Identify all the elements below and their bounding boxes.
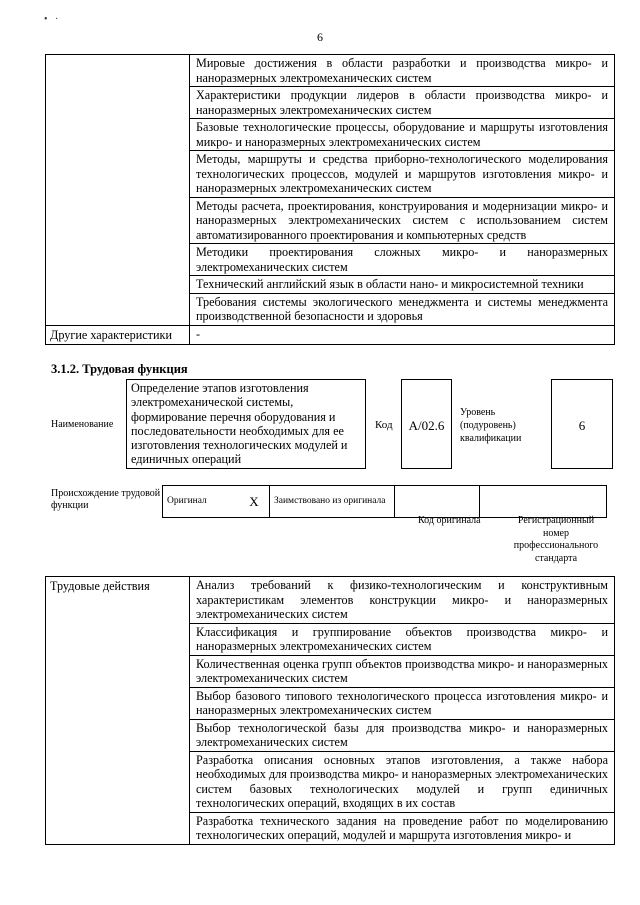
labour-actions-label: Трудовые действия	[46, 577, 190, 845]
code-label: Код	[375, 419, 393, 431]
page-number: 6	[317, 30, 323, 44]
table-row	[46, 577, 615, 624]
table-cell: Методы расчета, проектирования, конструирования и модернизации микро- и наноразмерных электромеханических систем с использованием систем автоматизированного проектирования и компьютерных средств	[190, 197, 615, 244]
reg-number-cell	[480, 486, 607, 518]
table-cell: Выбор базового типового технологического процесса изготовления микро- и наноразмерных электромеханических систем	[190, 687, 615, 719]
other-characteristics-value: -	[190, 325, 615, 345]
table-cell: Классификация и группирование объектов производства микро- и наноразмерных электромеханических систем	[190, 623, 615, 655]
scan-speck: • ·	[44, 14, 59, 25]
section-title: 3.1.2. Трудовая функция	[51, 362, 188, 376]
level-label: Уровень (подуровень) квалификации	[460, 407, 522, 444]
labour-actions-table	[45, 576, 615, 845]
knowledge-table	[45, 54, 615, 345]
reg-number-caption: Регистрационный номер профессионального стандарта	[513, 515, 599, 564]
table-cell: Методы, маршруты и средства приборно-технологического моделирования технологических процессов, модулей и маршрутов изготовления микро- и наноразмерных электромеханических систем	[190, 151, 615, 198]
table-cell: Мировые достижения в области разработки и производства микро- и наноразмерных электромеханических систем	[190, 55, 615, 87]
origin-table	[162, 485, 607, 518]
level-box: 6	[551, 379, 613, 469]
row-label-empty	[46, 55, 190, 326]
other-characteristics-label: Другие характеристики	[46, 325, 190, 345]
table-cell: Анализ требований к физико-технологическим и конструктивным характеристикам элементов конструкции микро- и наноразмерных электромеханических систем	[190, 577, 615, 624]
original-code-caption: Код оригинала	[418, 515, 481, 526]
borrowed-label: Заимствовано из оригинала	[270, 486, 395, 518]
table-cell: Разработка описания основных этапов изготовления, а также набора необходимых для производства микро- и наноразмерных электромеханических систем базовых технологических модулей и групп единичных технологических операций, входящих в их состав	[190, 751, 615, 812]
origin-label: Происхождение трудовой функции	[51, 488, 161, 511]
table-row	[46, 55, 615, 87]
table-cell: Базовые технологические процессы, оборудование и маршруты изготовления микро- и наноразмерных электромеханических систем	[190, 119, 615, 151]
table-row	[163, 486, 607, 518]
table-cell: Методики проектирования сложных микро- и наноразмерных электромеханических систем	[190, 244, 615, 276]
table-cell: Разработка технического задания на проведение работ по моделированию технологических операций, модулей и маршрута изготовления микро- и	[190, 812, 615, 844]
original-mark: X	[239, 486, 270, 518]
table-cell: Выбор технологической базы для производства микро- и наноразмерных электромеханических систем	[190, 719, 615, 751]
table-cell: Характеристики продукции лидеров в области производства микро- и наноразмерных электромеханических систем	[190, 87, 615, 119]
original-label: Оригинал	[163, 486, 240, 518]
table-row	[46, 325, 615, 345]
code-box: A/02.6	[401, 379, 452, 469]
table-cell: Технический английский язык в области нано- и микросистемной техники	[190, 276, 615, 294]
name-label: Наименование	[51, 419, 114, 430]
table-cell: Требования системы экологического менеджмента и системы менеджмента производственной безопасности и здоровья	[190, 293, 615, 325]
function-name-box: Определение этапов изготовления электромеханической системы, формирование перечня оборудования и последовательности необходимых для ее изготовления технологических модулей и единичных операций	[126, 379, 366, 469]
original-code-cell	[395, 486, 480, 518]
table-cell: Количественная оценка групп объектов производства микро- и наноразмерных электромеханических систем	[190, 655, 615, 687]
